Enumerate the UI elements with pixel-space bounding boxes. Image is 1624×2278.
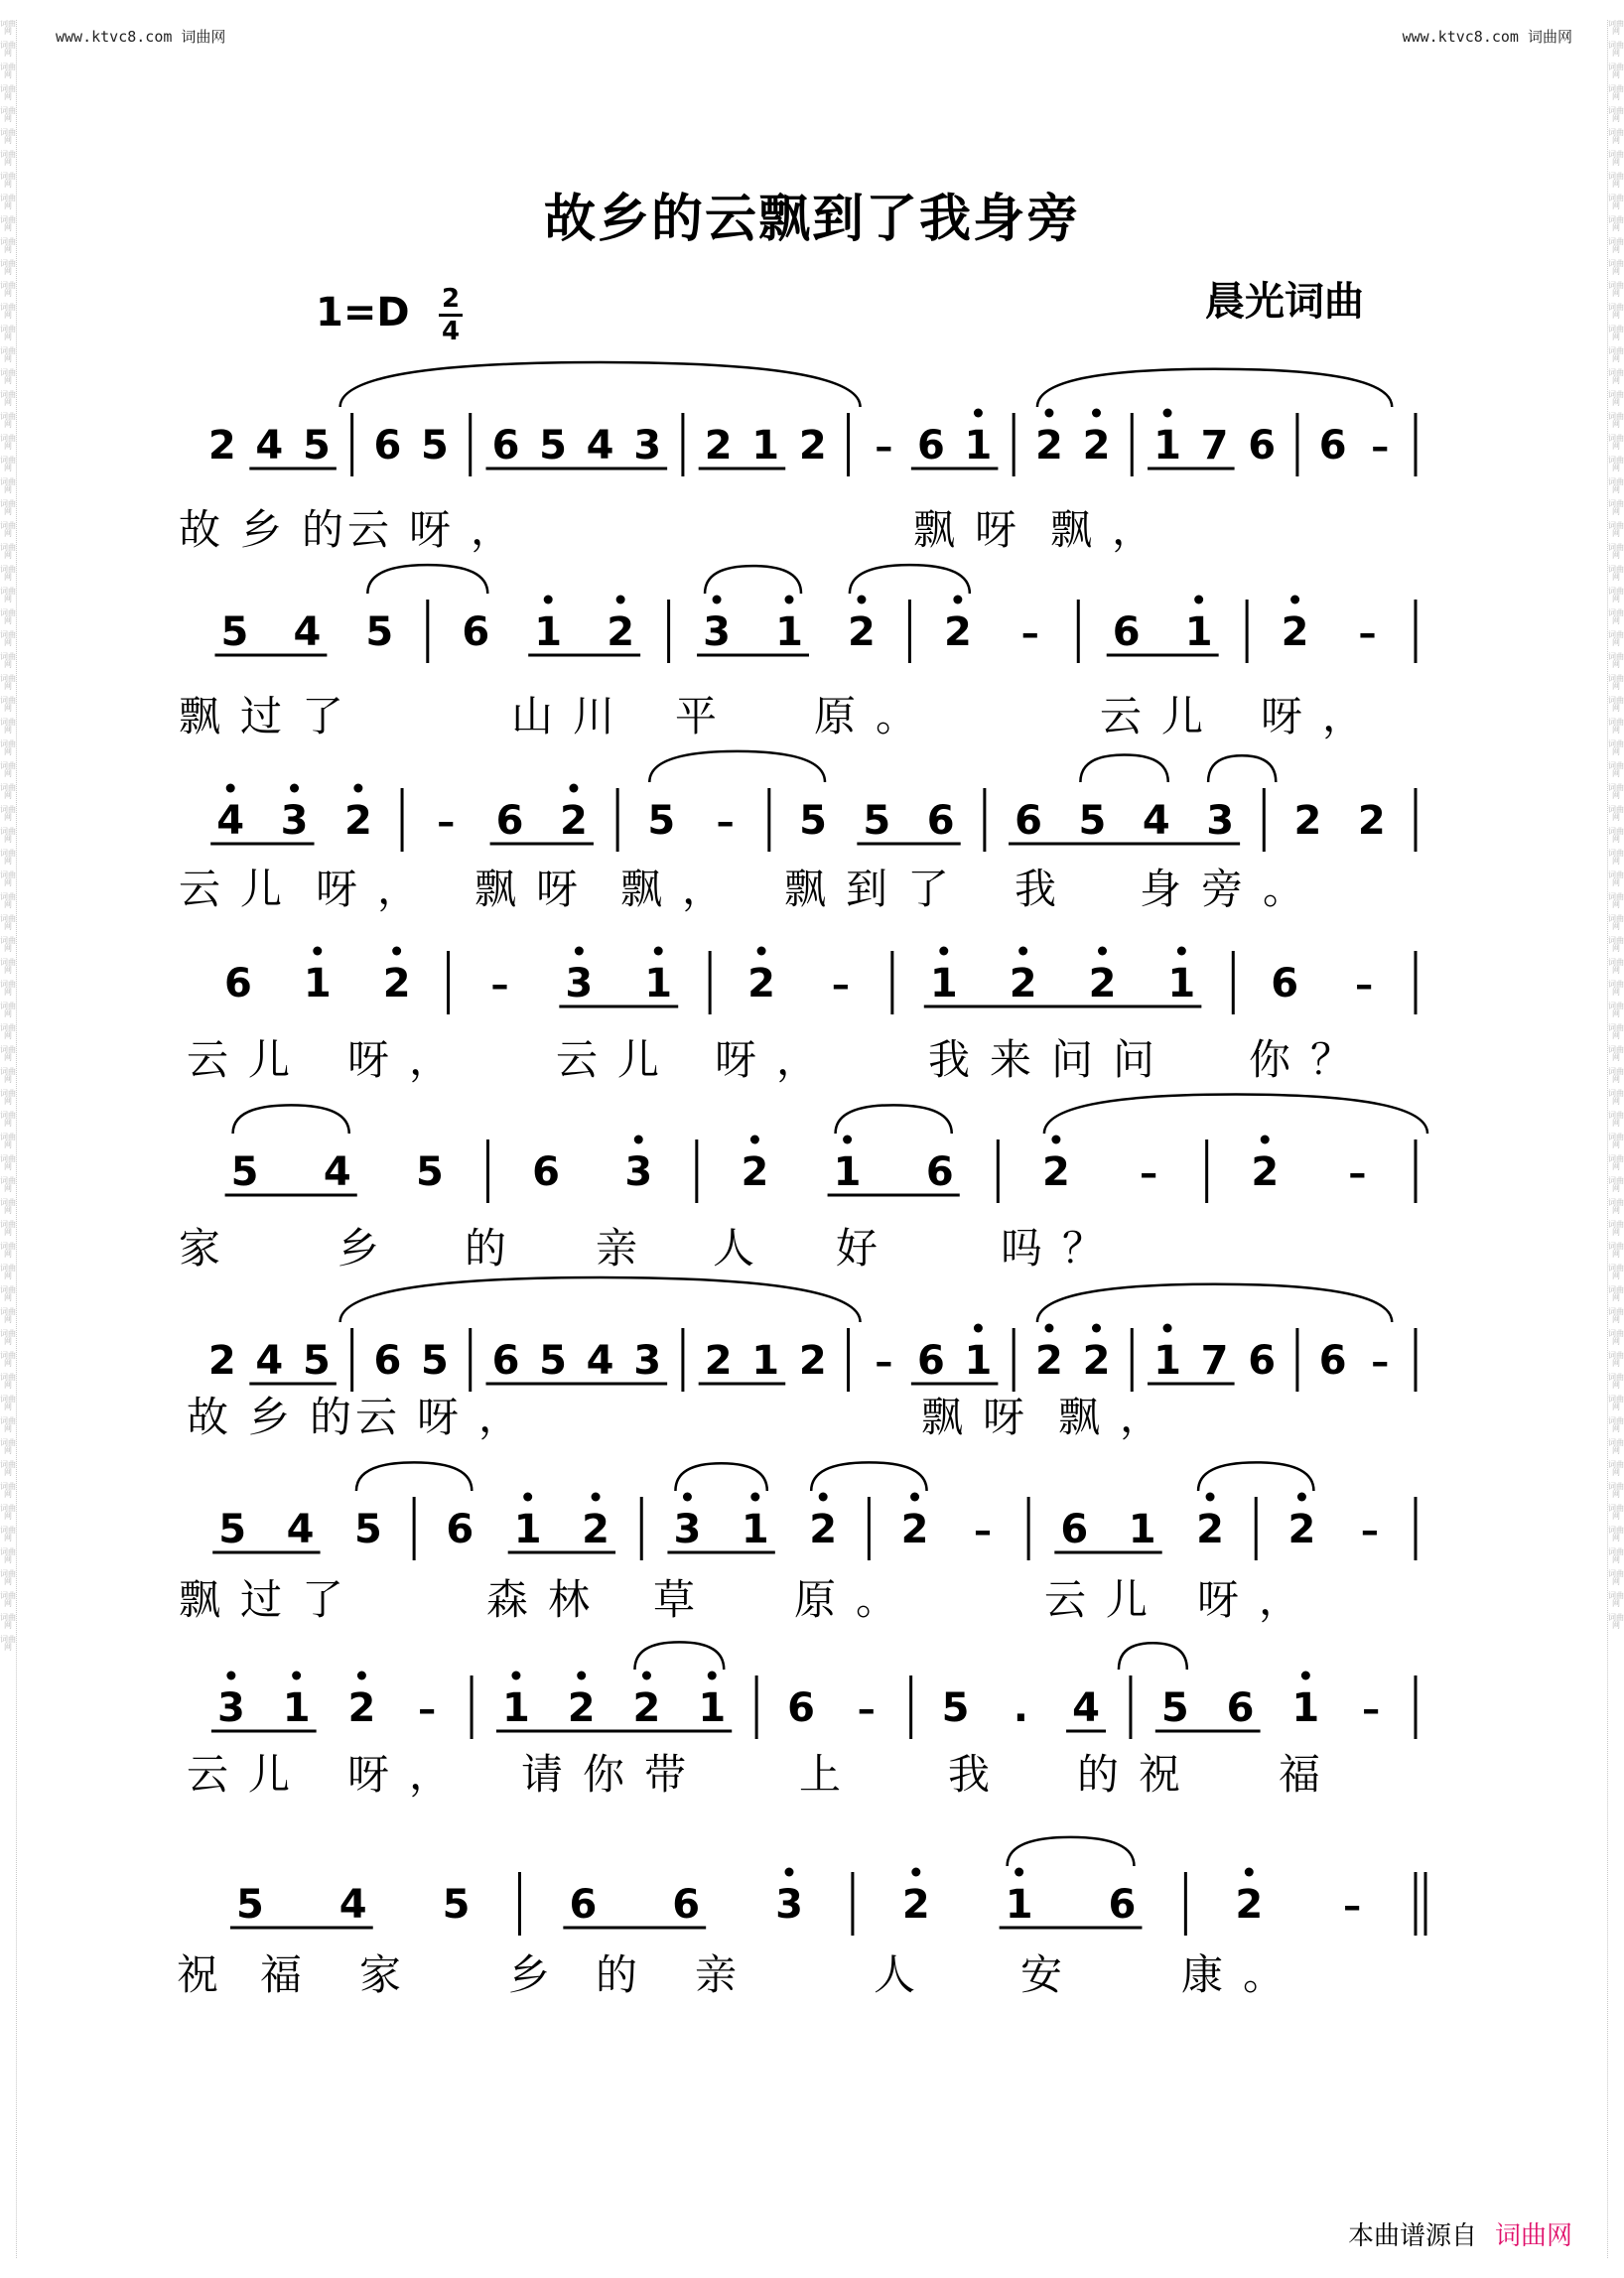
slur-arc [705,566,801,594]
slur-arc [1080,754,1167,782]
note-digit: 3 [565,961,594,1006]
slur-arc [1198,1462,1313,1491]
lyric-text: 人 [713,1224,775,1273]
high-octave-dot [1163,409,1172,418]
high-octave-dot [785,1868,794,1877]
note-digit: 5 [863,798,891,844]
note-digit: 1 [1291,1685,1320,1731]
note-digit: 4 [586,423,614,469]
note-digit: 1 [698,1685,727,1731]
note-digit: 1 [751,1338,780,1384]
lyric-text: 家 [359,1950,422,1999]
note-digit: 6 [1248,423,1277,469]
note-digit: 6 [916,423,945,469]
hold-dash: – [1140,1153,1158,1194]
note-digit: 2 [632,1685,661,1731]
slur-arc [340,362,861,407]
note-digit: 2 [1196,1507,1224,1552]
slur-arc [634,1642,724,1670]
slur-arc [1119,1643,1187,1670]
high-octave-dot [392,947,401,956]
note-digit: 6 [916,1338,945,1384]
note-digit: 2 [901,1882,930,1928]
note-digit: 3 [775,1882,803,1928]
hold-dash: – [418,1689,437,1730]
lyric-text: 云儿 [179,865,303,913]
hold-dash: – [1360,1511,1379,1551]
hold-dash: – [875,1342,893,1383]
lyric-text: 吗？ [1001,1224,1125,1273]
lyric-text: 上 [799,1750,862,1799]
high-octave-dot [1092,1324,1101,1333]
note-digit: 6 [1060,1507,1089,1552]
note-digit: 2 [848,609,876,655]
high-octave-dot [785,596,794,604]
note-digit: . [1013,1685,1028,1731]
lyric-text: 的祝 [1077,1750,1201,1799]
lyric-text: 祝 [177,1950,239,1999]
lyric-text: 云儿 [1044,1575,1168,1624]
lyric-text: 呀， [1261,692,1385,740]
high-octave-dot [1018,947,1027,956]
high-octave-dot [713,596,722,604]
high-octave-dot [1015,1868,1023,1877]
note-digit: 6 [1318,1338,1347,1384]
high-octave-dot [1261,1136,1270,1144]
note-digit: 1 [1153,1338,1181,1384]
watermark-right[interactable]: www.ktvc8.com 词曲网 [1402,28,1572,46]
lyric-text: 身旁。 [1140,865,1325,913]
lyric-text: 云呀， [347,505,533,554]
note-digit: 2 [1035,423,1063,469]
high-octave-dot [1092,409,1101,418]
note-digit: 5 [421,1338,449,1384]
note-digit: 6 [373,423,402,469]
note-digit: 2 [704,1338,733,1384]
high-octave-dot [511,1672,520,1680]
note-digit: 2 [1287,1507,1316,1552]
lyric-text: 人 [874,1950,936,1999]
lyric-text: 安 [1020,1950,1083,1999]
high-octave-dot [313,947,322,956]
note-digit: 2 [809,1507,838,1552]
note-digit: 5 [539,423,567,469]
lyric-text: 原。 [814,692,938,740]
note-digit: 1 [282,1685,311,1731]
hold-dash: – [1355,965,1374,1005]
high-octave-dot [757,947,766,956]
note-digit: 4 [586,1338,614,1384]
note-digit: 2 [943,609,972,655]
lyric-text: 呀， [347,1035,472,1084]
note-digit: 5 [218,1507,247,1552]
note-digit: 2 [1009,961,1037,1006]
note-digit: 5 [365,609,394,655]
lyric-text: 乡 [338,1224,400,1273]
key-signature: 1=D [316,290,410,335]
note-digit: 4 [255,423,284,469]
high-octave-dot [357,1672,366,1680]
note-digit: 6 [1112,609,1141,655]
note-digit: 2 [798,1338,827,1384]
lyric-text: 呀， [347,1750,472,1799]
slur-arc [233,1105,349,1134]
note-digit: 1 [1167,961,1196,1006]
lyric-text: 飘， [620,865,744,913]
hold-dash: – [490,965,509,1005]
lyric-text: 平 [675,692,738,740]
note-digit: 5 [354,1507,382,1552]
note-digit: 6 [787,1685,815,1731]
high-octave-dot [910,1493,919,1502]
note-digit: 2 [207,423,236,469]
note-digit: 1 [964,1338,993,1384]
note-digit: 2 [560,798,588,844]
hold-dash: – [1371,427,1390,468]
slur-arc [1044,1095,1427,1134]
note-digit: 4 [293,609,322,655]
hold-dash: – [716,802,735,843]
note-digit: 6 [373,1338,402,1384]
lyric-text: 好 [836,1224,898,1273]
high-octave-dot [292,1672,301,1680]
note-digit: 4 [338,1882,367,1928]
note-digit: 4 [286,1507,315,1552]
lyric-text: 乡 [508,1950,571,1999]
note-digit: 2 [900,1507,929,1552]
high-octave-dot [939,947,948,956]
note-digit: 6 [1226,1685,1255,1731]
high-octave-dot [592,1493,601,1502]
slur-arc [649,751,825,782]
note-digit: 5 [415,1149,444,1195]
note-digit: 2 [1235,1882,1264,1928]
note-digit: 7 [1200,423,1229,469]
note-digit: 5 [647,798,676,844]
lyric-text: 家 [179,1224,241,1273]
high-octave-dot [1177,947,1186,956]
source-footer [1348,2215,1572,2252]
high-octave-dot [523,1493,532,1502]
hold-dash: – [1343,1886,1362,1927]
lyric-text: 飘， [1058,1393,1182,1441]
high-octave-dot [654,947,663,956]
note-digit: 3 [280,798,309,844]
high-octave-dot [974,1324,983,1333]
note-digit: 2 [567,1685,596,1731]
author-credit: 晨光词曲 [1205,279,1364,325]
note-digit: 6 [1015,798,1042,844]
high-octave-dot [1044,1324,1053,1333]
lyric-text: 森林 [486,1575,610,1624]
note-digit: 3 [673,1507,702,1552]
lyric-text: 云儿 [556,1035,680,1084]
note-digit: 2 [1357,798,1386,844]
note-digit: 4 [216,798,245,844]
slur-arc [356,1462,472,1491]
note-digit: 5 [235,1882,264,1928]
right-watermark-strip: 词曲网 词曲网 词曲网 词曲网 词曲网 词曲网 词曲网 词曲网 词曲网 词曲网 词曲网 词曲网 词曲网 词曲网 词曲网 词曲网 词曲网 词曲网 词曲网 词曲网 词曲网 词曲网 词曲网 词曲网 词曲网 词曲网 词曲网 词曲网 词曲网 词曲网 词曲网 词曲网 词曲网 词曲网 词曲网 词曲网 词曲网 词曲网 词曲网 词曲网 词曲网 词曲网 词曲网 词曲网 词曲网 词曲网 词曲网 词曲网 词曲网 词曲网 词曲网 词曲网 词曲网 词曲网 词曲网 词曲网 词曲网 词曲网 词曲网 词曲网 词曲网 词曲网 词曲网 词曲网 词曲网 词曲网 词曲网 词曲网 词曲网 词曲网 词曲网 词曲网 词曲网 词曲网 [1607,20,1624,2258]
note-digit: 5 [539,1338,567,1384]
high-octave-dot [1290,596,1299,604]
high-octave-dot [634,1136,643,1144]
note-digit: 3 [703,609,731,655]
high-octave-dot [974,409,983,418]
lyric-text: 请你带 [521,1750,707,1799]
note-digit: 2 [582,1507,609,1552]
note-digit: 2 [741,1149,769,1195]
note-digit: 6 [491,423,520,469]
note-digit: 1 [1005,1882,1033,1928]
song-title: 故乡的云飘到了我身旁 [543,190,1080,249]
note-digit: 5 [230,1149,259,1195]
note-digit: 1 [1153,423,1181,469]
slur-arc [1037,1284,1392,1322]
note-digit: 1 [502,1685,530,1731]
note-digit: 4 [255,1338,284,1384]
note-digit: 6 [1248,1338,1277,1384]
note-digit: 2 [343,798,372,844]
note-digit: 2 [1035,1338,1063,1384]
lyric-text: 原。 [794,1575,918,1624]
note-digit: 1 [1128,1507,1156,1552]
note-digit: 4 [323,1149,351,1195]
high-octave-dot [1194,596,1203,604]
high-octave-dot [683,1493,692,1502]
high-octave-dot [569,784,578,793]
note-digit: 5 [442,1882,471,1928]
note-digit: 5 [799,798,827,844]
high-octave-dot [1297,1493,1306,1502]
note-digit: 5 [421,423,449,469]
high-octave-dot [1044,409,1053,418]
note-digit: 1 [929,961,958,1006]
high-octave-dot [1051,1136,1060,1144]
footer-prefix: 本曲谱源自 [1347,2221,1477,2251]
note-digit: 3 [624,1149,653,1195]
slur-arc [1208,755,1276,782]
lyric-text: 呀， [1197,1575,1321,1624]
note-digit: 6 [224,961,252,1006]
high-octave-dot [857,596,866,604]
high-octave-dot [577,1672,586,1680]
note-digit: 2 [1082,1338,1111,1384]
lyric-text: 亲 [596,1224,658,1273]
high-octave-dot [616,596,625,604]
note-digit: 5 [302,1338,331,1384]
hold-dash: – [1358,613,1377,654]
hold-dash: – [973,1511,992,1551]
lyric-text: 云儿 [1100,692,1224,740]
time-signature-bottom: 4 [441,317,461,346]
lyric-text: 我 [948,1750,1011,1799]
lyric-text: 飘到了 [784,865,970,913]
lyric-text: 飘过了 [179,1575,364,1624]
high-octave-dot [353,784,362,793]
high-octave-dot [911,1868,920,1877]
note-digit: 1 [775,609,803,655]
high-octave-dot [575,947,584,956]
lyric-text: 我 [1015,865,1077,913]
note-digit: 2 [1082,423,1111,469]
time-signature-top: 2 [439,286,463,317]
note-digit: 5 [302,423,331,469]
lyric-text: 云呀， [355,1393,541,1441]
lyric-text: 云儿 [187,1750,311,1799]
lyric-text: 康。 [1181,1950,1305,1999]
lyric-text: 福 [260,1950,323,1999]
high-octave-dot [1206,1493,1215,1502]
note-digit: 2 [798,423,827,469]
note-digit: 6 [446,1507,474,1552]
note-digit: 1 [751,423,780,469]
note-digit: 2 [1088,961,1117,1006]
note-digit: 6 [1271,961,1299,1006]
note-digit: 5 [220,609,249,655]
lyric-text: 故乡的 [179,505,364,554]
lyric-text: 的 [596,1950,658,1999]
high-octave-dot [1301,1672,1310,1680]
hold-dash: – [1020,613,1039,654]
lyric-text: 飘呀 [913,505,1037,554]
note-digit: 3 [216,1685,245,1731]
high-octave-dot [819,1493,828,1502]
lyric-text: 你？ [1249,1035,1373,1084]
note-digit: 6 [925,1149,954,1195]
note-digit: 2 [1251,1149,1280,1195]
high-octave-dot [290,784,299,793]
note-digit: 1 [303,961,332,1006]
slur-arc [1008,1837,1135,1866]
high-octave-dot [750,1136,759,1144]
hold-dash: – [437,802,456,843]
lyric-text: 我来问问 [928,1035,1175,1084]
note-digit: 2 [347,1685,376,1731]
slur-arc [1037,369,1392,407]
hold-dash: – [857,1689,876,1730]
high-octave-dot [1098,947,1107,956]
note-digit: 2 [747,961,775,1006]
note-digit: 3 [633,1338,662,1384]
lyric-text: 草 [653,1575,716,1624]
note-digit: 4 [1142,798,1170,844]
note-digit: 1 [833,1149,862,1195]
slur-arc [811,1462,926,1491]
slur-arc [675,1463,766,1491]
lyric-text: 云儿 [187,1035,311,1084]
slur-arc [850,565,970,594]
note-digit: 1 [1184,609,1213,655]
high-octave-dot [953,596,962,604]
lyric-text: 山川 [511,692,635,740]
note-digit: 6 [1108,1882,1137,1928]
note-digit: 3 [1206,798,1235,844]
note-digit: 1 [513,1507,542,1552]
note-digit: 1 [534,609,563,655]
lyric-text: 飘， [1050,505,1174,554]
note-digit: 7 [1200,1338,1229,1384]
note-digit: 2 [382,961,411,1006]
high-octave-dot [1163,1324,1172,1333]
lyric-text: 故乡的 [187,1393,372,1441]
lyric-text: 福 [1279,1750,1341,1799]
note-digit: 1 [741,1507,769,1552]
note-digit: 4 [1072,1685,1100,1731]
high-octave-dot [843,1136,852,1144]
note-digit: 6 [569,1882,598,1928]
note-digit: 6 [491,1338,520,1384]
hold-dash: – [1371,1342,1390,1383]
note-digit: 1 [964,423,993,469]
slur-arc [836,1105,952,1134]
note-digit: 6 [672,1882,701,1928]
note-digit: 6 [462,609,490,655]
lyric-text: 飘呀 [474,865,599,913]
hold-dash: – [875,427,893,468]
note-digit: 1 [644,961,673,1006]
high-octave-dot [226,784,235,793]
left-watermark-strip: 词曲网 词曲网 词曲网 词曲网 词曲网 词曲网 词曲网 词曲网 词曲网 词曲网 词曲网 词曲网 词曲网 词曲网 词曲网 词曲网 词曲网 词曲网 词曲网 词曲网 词曲网 词曲网 词曲网 词曲网 词曲网 词曲网 词曲网 词曲网 词曲网 词曲网 词曲网 词曲网 词曲网 词曲网 词曲网 词曲网 词曲网 词曲网 词曲网 词曲网 词曲网 词曲网 词曲网 词曲网 词曲网 词曲网 词曲网 词曲网 词曲网 词曲网 词曲网 词曲网 词曲网 词曲网 词曲网 词曲网 词曲网 词曲网 词曲网 词曲网 词曲网 词曲网 词曲网 词曲网 词曲网 词曲网 词曲网 词曲网 词曲网 词曲网 词曲网 词曲网 词曲网 词曲网 词曲网 [0,20,17,2258]
note-digit: 5 [941,1685,970,1731]
note-digit: 2 [1041,1149,1070,1195]
lyric-text: 亲 [695,1950,757,1999]
note-digit: 2 [704,423,733,469]
note-digit: 6 [1318,423,1347,469]
slur-arc [367,565,487,594]
slur-arc [340,1277,861,1322]
high-octave-dot [226,1672,235,1680]
lyric-text: 飘过了 [179,692,364,740]
note-digit: 2 [207,1338,236,1384]
note-digit: 5 [1160,1685,1189,1731]
high-octave-dot [1245,1868,1254,1877]
note-digit: 6 [495,798,524,844]
high-octave-dot [708,1672,717,1680]
hold-dash: – [1348,1153,1367,1194]
watermark-left[interactable]: www.ktvc8.com 词曲网 [56,28,226,46]
lyric-text: 呀， [715,1035,839,1084]
note-digit: 6 [532,1149,561,1195]
note-digit: 2 [1293,798,1322,844]
note-digit: 5 [1078,798,1107,844]
high-octave-dot [750,1493,759,1502]
hold-dash: – [1362,1689,1381,1730]
note-digit: 2 [1281,609,1309,655]
high-octave-dot [544,596,553,604]
lyric-text: 呀， [316,865,440,913]
note-digit: 3 [633,423,662,469]
lyric-text: 飘呀 [921,1393,1045,1441]
hold-dash: – [831,965,850,1005]
note-digit: 2 [607,609,635,655]
lyric-text: 的 [465,1224,527,1273]
footer-brand-link[interactable]: 词曲网 [1494,2221,1572,2251]
high-octave-dot [642,1672,651,1680]
note-digit: 6 [926,798,955,844]
